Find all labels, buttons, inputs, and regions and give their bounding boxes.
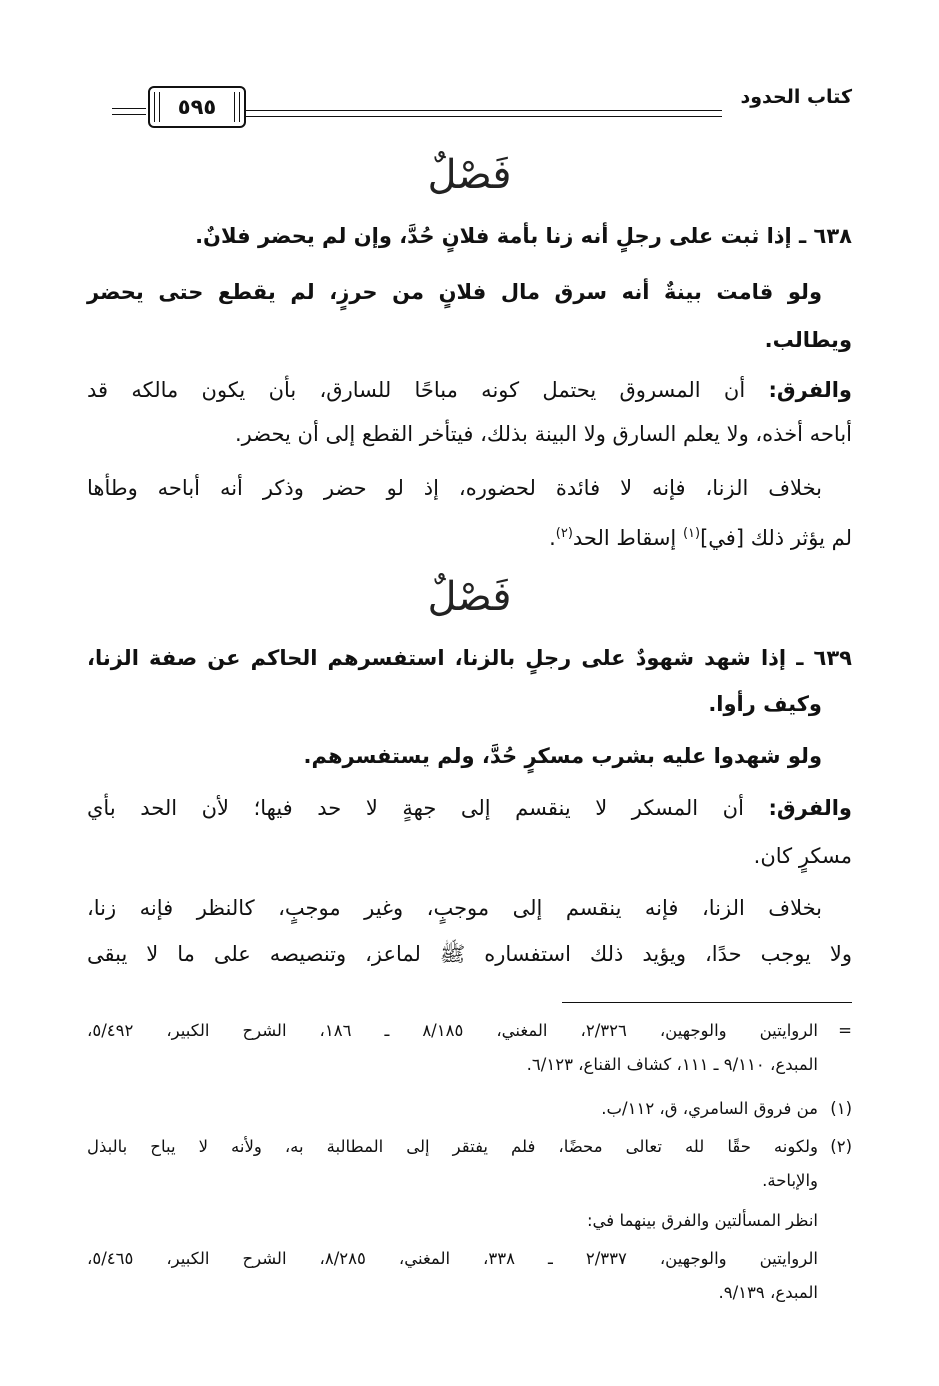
footnote-ref[interactable]: (١)	[682, 526, 701, 541]
header-rule	[244, 110, 722, 111]
contrast-text: بخلاف الزنا، فإنه لا فائدة لحضوره، إذ لو حضر وذكر أنه أباحه وطأها	[87, 476, 822, 500]
issue-line: ٦٣٨ ـ إذا ثبت على رجلٍ أنه زنا بأمة فلانٍ حُدَّ، وإن لم يحضر فلانٌ.	[195, 224, 852, 248]
footnote-text: والإباحة.	[762, 1171, 818, 1190]
footnote-mark: (١)	[830, 1099, 852, 1118]
footnote-text: المبدع، ٩/١٣٩.	[718, 1283, 818, 1302]
difference-text: أن المسكر لا ينقسم إلى جهةٍ لا حد فيها؛ لأن الحد بأي	[87, 796, 769, 820]
page-header	[112, 84, 852, 134]
footnote-ref[interactable]: (٢)	[555, 526, 573, 541]
contrast-text: إسقاط الحد	[572, 526, 683, 550]
difference-text: أباحه أخذه، ولا يعلم السارق ولا البينة بذلك، فيتأخر القطع إلى أن يحضر.	[234, 422, 852, 446]
page-number: ٥٩٥	[177, 95, 217, 119]
issue-line: ويطالب.	[764, 328, 852, 352]
contrast-text: ولا يوجب حدًا، ويؤيد ذلك استفساره ﷺ لماعز، وتنصيصه على ما لا يبقى	[87, 942, 852, 966]
footnote-text: من فروق السامري، ق، ١١٢/ب.	[601, 1099, 818, 1118]
issue-line: ٦٣٩ ـ إذا شهد شهودٌ على رجلٍ بالزنا، استفسرهم الحاكم عن صفة الزنا،	[87, 646, 852, 670]
issue-line: وكيف رأوا.	[708, 692, 822, 716]
page-number-box	[148, 86, 246, 128]
difference-text: مسكرٍ كان.	[753, 844, 852, 868]
footnote-text: الروايتين والوجهين، ٢/٣٣٧ ـ ٣٣٨، المغني، ٨/٢٨٥، الشرح الكبير، ٥/٤٦٥،	[87, 1249, 818, 1268]
footnote-text: الروايتين والوجهين، ٢/٣٢٦، المغني، ٨/١٨٥ ـ ١٨٦، الشرح الكبير، ٥/٤٩٢،	[87, 1021, 818, 1040]
difference-label: والفرق:	[768, 796, 852, 820]
header-rule-left	[112, 114, 146, 115]
header-rule	[244, 116, 722, 117]
footnote-divider	[562, 1002, 852, 1003]
contrast-text: .	[549, 526, 556, 550]
issue-line: ولو قامت بينةٌ أنه سرق مال فلانٍ من حرزٍ، لم يقطع حتى يحضر	[87, 280, 822, 304]
section-heading: فَصْلٌ	[427, 574, 512, 620]
footnote-mark: =	[838, 1021, 852, 1040]
difference-paragraph	[87, 782, 852, 834]
issue-line: ولو شهدوا عليه بشرب مسكرٍ حُدَّ، ولم يستفسرهم.	[303, 744, 822, 768]
header-rule-left	[112, 108, 146, 109]
difference-text: أن المسروق يحتمل كونه مباحًا للسارق، بأن يكون مالكه قد	[87, 378, 769, 402]
difference-label: والفرق:	[768, 378, 852, 402]
footnote-text: ولكونه حقًا لله تعالى محضًا، فلم يفتقر إلى المطالبة به، ولأنه لا يباح بالبذل	[87, 1137, 818, 1156]
footnote-line	[87, 1014, 852, 1048]
chapter-title: كتاب الحدود	[740, 86, 852, 108]
footnote-text: المبدع، ٩/١١٠ ـ ١١١، كشاف القناع، ٦/١٢٣.	[526, 1055, 818, 1074]
footnote-mark: (٢)	[830, 1137, 852, 1156]
footnote-text: انظر المسألتين والفرق بينهما في:	[587, 1211, 818, 1230]
footnote-line	[87, 1092, 852, 1126]
contrast-text: لم يؤثر ذلك [في]	[700, 526, 852, 550]
contrast-paragraph	[87, 508, 852, 564]
section-heading: فَصْلٌ	[427, 152, 512, 198]
contrast-text: بخلاف الزنا، فإنه ينقسم إلى موجبٍ، وغير موجبٍ، كالنظر فإنه زنا،	[87, 896, 822, 920]
footnote-line	[87, 1130, 852, 1164]
